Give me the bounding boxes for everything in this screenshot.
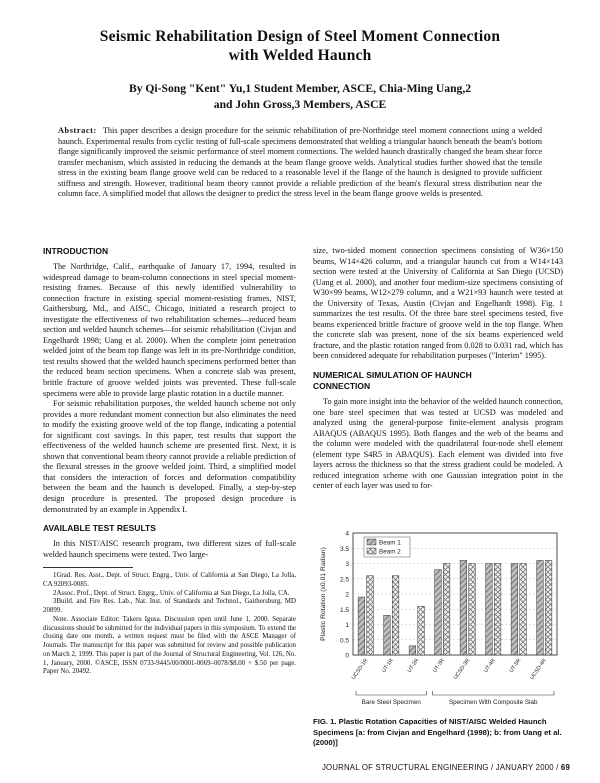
intro-paragraph-2: For seismic rehabilitation purposes, the welded haunch scheme not only provides a more redundant moment connection but also eliminates the need to modify the existing groove weld of the top flange, indicating a potential for significant cost savings. In this paper, test results that support the effectiveness of the welded haunch scheme are presented first. Next, it is shown that conventional beam theory cannot provide a reliable prediction of the flexural stresses in the groove welded joint. Third, a simplified model that considers the interaction of forces and deformation compatibility between the beam and the haunch is developed. Finally, a step-by-step design procedure is presented. The proposed design procedure is demonstrated by an example in Appendix I.	[43, 399, 296, 514]
bar-beam-1	[409, 646, 416, 655]
y-tick-label: 0	[345, 652, 349, 660]
category-label: UT-2R	[406, 657, 421, 674]
bar-beam-2	[392, 576, 399, 655]
bar-beam-2	[545, 560, 552, 655]
abstract-label: Abstract:	[58, 126, 97, 135]
bar-beam-1	[435, 570, 442, 655]
y-tick-label: 0.5	[339, 637, 349, 645]
paper-title	[40, 27, 560, 65]
bar-beam-2	[469, 564, 476, 656]
chart-svg	[313, 527, 563, 711]
available-paragraph-2: size, two-sided moment connection specimens consisting of W36×150 beams, W14×426 column, and a triangular haunch cut from a W14×143 section were tested at the University of California at San Diego (UCSD) (Uang et al. 2000), and another four medium-size specimens consisting of W30×99 beams, W12×279 column, and a W21×93 haunch were tested at the University of Texas, Austin (Civjan and Engelhardt 1998). Fig. 1 summarizes the test results. Of the three bare steel specimens tested, five beams experienced brittle fracture of groove weld in the top flange. When the concrete slab was present, none of the six beams experienced weld fracture, and the plastic rotation ranged from 0.028 to 0.031 rad, which has been considered adequate for rehabilitation purposes ("Interim" 1995).	[313, 246, 563, 361]
legend-label: Beam 1	[379, 539, 401, 547]
left-column	[43, 246, 296, 677]
bar-beam-2	[520, 564, 527, 656]
footnote-1: 1Grad. Res. Asst., Dept. of Struct. Engrg., Univ. of California at San Diego, La Jolla, CA 92093-0085.	[43, 572, 296, 588]
legend-swatch	[367, 548, 376, 554]
category-label: UCSD-1R	[350, 657, 370, 681]
bar-beam-1	[511, 564, 518, 656]
page-number: 69	[560, 763, 570, 772]
y-tick-label: 2.5	[339, 576, 349, 584]
legend-label: Beam 2	[379, 548, 401, 556]
author-list	[60, 81, 540, 113]
bar-beam-1	[537, 560, 544, 655]
bar-beam-2	[494, 564, 501, 656]
bar-beam-2	[418, 606, 425, 655]
intro-paragraph-1: The Northridge, Calif., earthquake of January 17, 1994, resulted in widespread damage to beam-column connections in steel special moment-resisting frames. Because of this newly identified vulnerability to connection fracture in existing special moment-resisting frames, NIST, Gaithersburg, Md., and AISC, Chicago, initiated a research project to investigate the effectiveness of two rehabilitation schemes—reduced beam section and welded haunch schemes—for seismic rehabilitation (Civjan and Engelhardt 1998; Uang et al. 2000). When the complete joint penetration welded joint of the beam top flange was left in its pre-Northridge condition, test results showed that the welded haunch specimens performed better than the reduced beam section specimens. When a concrete slab was present, brittle fracture of groove welded joints was prevented. These full-scale specimens were able to provide large plastic rotation in a ductile manner.	[43, 262, 296, 398]
y-tick-label: 1.5	[339, 606, 349, 614]
title-line-2: with Welded Haunch	[228, 47, 372, 64]
footnote-3: 3Build. and Fire Res. Lab., Nat. Inst. of Standards and Technol., Gaithersburg, MD 20899.	[43, 598, 296, 615]
category-label: UT-5R	[508, 657, 523, 674]
y-axis-label: Plastic Rotation (x0.01 Radian)	[320, 547, 327, 641]
editorial-note: Note. Associate Editor: Takeru Igusa. Discussion open until June 1, 2000. Separate discussions should be submitted for the individual papers in this symposium. To extend the closing date one month, a written request must be filed with the ASCE Manager of Journals. The manuscript for this paper was submitted for review and possible publication on March 2, 1999. This paper is part of the Journal of Structural Engineering, Vol. 126, No. 1, January, 2000. ©ASCE, ISSN 0733-9445/00/0001-0069–0078/$8.00 + $.50 per page. Paper No. 20492.	[43, 615, 296, 676]
abstract-text: This paper describes a design procedure for the seismic rehabilitation of pre-Northridge steel moment connections using a welded haunch. Experimental results from cyclic testing of full-scale specimens demonstrated that welding a triangular haunch beneath the beam's bottom flange significantly improved the seismic performance of steel moment connections. The welded haunch drastically changed the beam shear force transfer mechanism, which assisted in reducing the demands at the beam flange groove welds. Analytical studies further showed that the tensile stress in the existing beam flange groove weld can be reduced to a reasonable level if the flange of the haunch is designed to provide sufficient stiffness and strength. However, traditional beam theory cannot provide a reliable prediction of the beam's flexural stress distribution near the column face. A simplified model that allows the designer to predict the stress level in the beam flange groove welds is presented.	[58, 126, 542, 199]
title-line-1: Seismic Rehabilitation Design of Steel Moment Connection	[99, 28, 501, 45]
bar-beam-1	[460, 560, 467, 655]
bar-beam-2	[367, 576, 374, 655]
page-footer	[322, 763, 570, 772]
group-label: Bare Steel Specimen	[361, 699, 421, 706]
y-tick-label: 3	[345, 561, 349, 568]
numerical-simulation-heading	[313, 370, 563, 392]
bar-beam-1	[486, 564, 493, 656]
numerical-paragraph-1: To gain more insight into the behavior of the welded haunch connection, one bare steel specimen that was tested at UCSD was modeled and analyzed using the general-purpose finite-element analysis program ABAQUS (ABAQUS 1995). Both flanges and the web of the beams and the column were modeled with the quadrilateral four-node shell element (element type S4R5 in ABAQUS). Each element was divided into five layers across the thickness so that the stress gradient could be modeled. A reduced integration scheme with one Gaussian integration point in the center of each layer was used to for-	[313, 397, 563, 491]
bar-beam-2	[443, 564, 450, 656]
authors-line-2: and John Gross,3 Members, ASCE	[213, 98, 387, 111]
available-paragraph-1: In this NIST/AISC research program, two different sizes of full-scale welded haunch specimens were tested. Two large-	[43, 539, 296, 559]
category-label: UT-3R	[432, 657, 446, 674]
category-label: UT-1R	[381, 657, 395, 674]
right-column	[313, 246, 563, 492]
numerical-heading-line-2: CONNECTION	[313, 381, 371, 392]
group-bracket	[356, 691, 427, 695]
y-tick-label: 3.5	[339, 545, 349, 553]
legend-swatch	[367, 539, 376, 545]
group-label: Specimen With Composite Slab	[448, 699, 538, 706]
y-tick-label: 2	[345, 591, 349, 599]
figure-1-caption: FIG. 1. Plastic Rotation Capacities of NIST/AISC Welded Haunch Specimens [a: from Civjan and Engelhard (1998); b: from Uang et al. (2000)]	[313, 717, 562, 747]
figure-1-chart	[313, 527, 563, 711]
available-test-results-heading: AVAILABLE TEST RESULTS	[43, 523, 156, 534]
footnote-divider	[43, 567, 133, 568]
category-label: UT-4R	[483, 657, 497, 674]
y-tick-label: 1	[345, 622, 349, 629]
bar-beam-1	[384, 615, 391, 655]
footer-journal: JOURNAL OF STRUCTURAL ENGINEERING / JANUARY 2000 /	[321, 763, 561, 772]
bar-beam-1	[358, 597, 365, 655]
category-label: UCSD-4R	[529, 657, 548, 681]
footnotes	[43, 572, 296, 677]
y-tick-label: 4	[345, 530, 349, 538]
footnote-2: 2Assoc. Prof., Dept. of Struct. Engrg., Univ. of California at San Diego, La Jolla, CA.	[53, 589, 290, 597]
group-bracket	[433, 691, 555, 695]
authors-line-1: By Qi-Song "Kent" Yu,1 Student Member, ASCE, Chia-Ming Uang,2	[128, 82, 472, 95]
numerical-heading-line-1: NUMERICAL SIMULATION OF HAUNCH	[313, 370, 472, 381]
category-label: UCSD-3R	[452, 657, 472, 681]
introduction-heading: INTRODUCTION	[43, 246, 109, 256]
abstract	[58, 126, 542, 200]
